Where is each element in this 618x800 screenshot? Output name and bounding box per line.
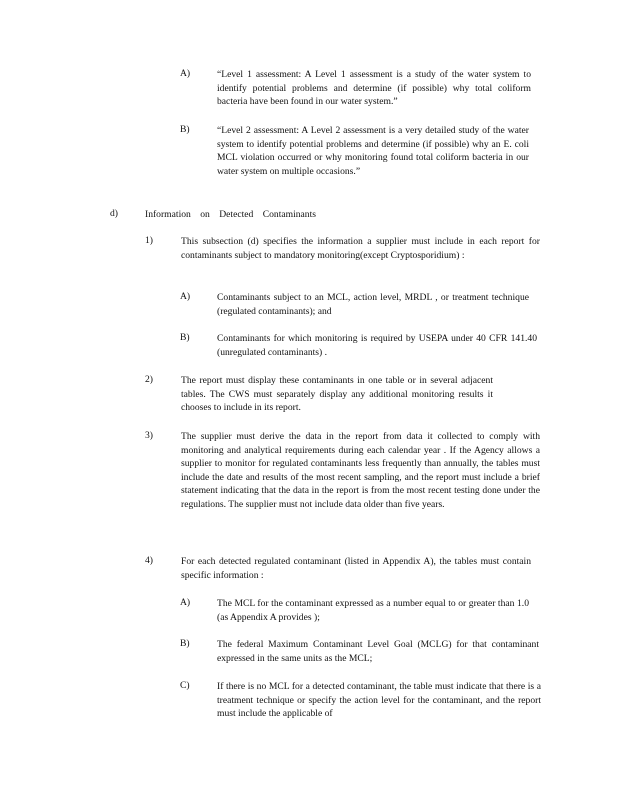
item-text: “Level 2 assessment: A Level 2 assessment is a very detailed study of the water system to identify potential problems and determine (if possible) why an E. coli MCL violation occurred or why monitoring found total coliform bacteria in our water system on multiple occasions.” — [217, 125, 529, 177]
item-text: Contaminants for which monitoring is required by USEPA under 40 CFR 141.40 (unregulated contaminants) . — [217, 333, 537, 358]
item-label: C) — [180, 680, 190, 691]
item-label: A) — [180, 597, 191, 608]
item-label: B) — [180, 638, 190, 649]
item-label: 1) — [145, 235, 153, 246]
item-label: 3) — [145, 430, 153, 441]
section-label: d) — [110, 208, 118, 219]
item-text: Contaminants subject to an MCL, action level, MRDL , or treatment technique (regulated contaminants); and — [217, 292, 529, 317]
item-text: The MCL for the contaminant expressed as a number equal to or greater than 1.0 (as Appendix A provides ); — [217, 598, 529, 623]
item-text: This subsection (d) specifies the information a supplier must include in each report for contaminants subject to mandatory monitoring(except Cryptosporidium) : — [181, 236, 540, 261]
item-label: A) — [180, 68, 191, 79]
item-text: The federal Maximum Contaminant Level Goal (MCLG) for that contaminant expressed in the same units as the MCL; — [217, 639, 539, 664]
item-text: For each detected regulated contaminant (listed in Appendix A), the tables must contain specific information : — [181, 556, 531, 581]
item-text: If there is no MCL for a detected contaminant, the table must indicate that there is a treatment technique or specify the action level for the contaminant, and the report must include the applicable of — [217, 681, 541, 720]
item-text: The report must display these contaminants in one table or in several adjacent tables. The CWS must separately display any additional monitoring results it chooses to include in its report. — [181, 375, 493, 414]
item-label: 2) — [145, 374, 153, 385]
item-label: 4) — [145, 555, 153, 566]
item-text: “Level 1 assessment: A Level 1 assessment is a study of the water system to identify potential problems and determine (if possible) why total coliform bacteria have been found in our water system.” — [217, 69, 531, 108]
item-text: The supplier must derive the data in the report from data it collected to comply with monitoring and analytical requirements during each calendar year . If the Agency allows a supplier to monitor for regulated contaminants less frequently than annually, the tables must include the date and results of the most recent sampling, and the report must include a brief statement indicating that the data in the report is from the most recent testing done under the regulations. The supplier must not include data older than five years. — [181, 431, 540, 510]
item-label: B) — [180, 332, 190, 343]
item-label: B) — [180, 124, 190, 135]
section-heading: Information on Detected Contaminants — [145, 209, 316, 220]
item-label: A) — [180, 291, 191, 302]
